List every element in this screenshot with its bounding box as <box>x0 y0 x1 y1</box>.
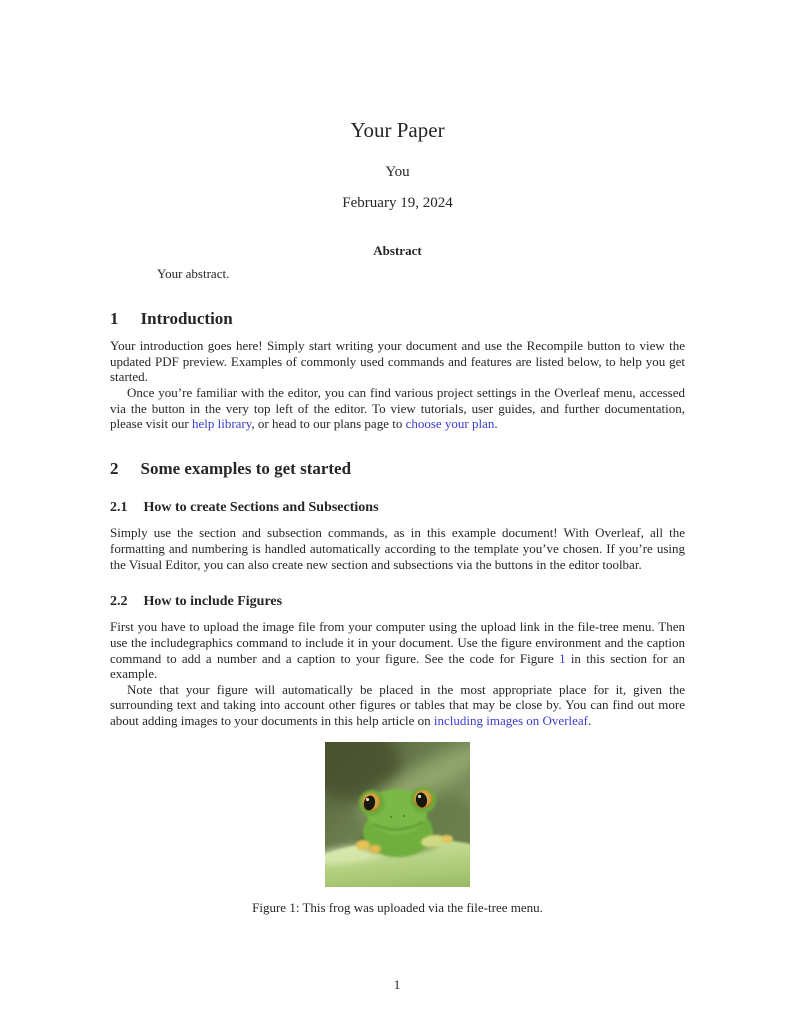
section-1-number: 1 <box>110 308 119 328</box>
frog-photo <box>325 742 470 887</box>
choose-your-plan-link[interactable]: choose your plan <box>405 416 495 432</box>
section-1-heading <box>110 309 685 329</box>
text-run: First you have to upload the image file from your computer using the upload link in the file-tree menu. Then use the includegraphics command to include it in your document. Use the figure environment and the caption command to add a number and a caption to your figure. See the code for Figure <box>110 619 685 666</box>
text-run: , or head to our plans page to <box>251 416 406 432</box>
figure-1-ref-link[interactable]: 1 <box>559 650 566 666</box>
section-2-1-number: 2.1 <box>110 500 128 516</box>
paper-title: Your Paper <box>350 118 445 142</box>
paper-author: You <box>385 164 410 181</box>
section-2-2-number: 2.2 <box>110 594 128 610</box>
figure-1 <box>110 742 685 916</box>
text-run: Once you’re familiar with the editor, you can find various project settings in the Overleaf menu, accessed via the button in the very top left of the editor. To view tutorials, user guides, and further documentation, please visit our <box>110 385 685 432</box>
including-images-link[interactable]: including images on Overleaf <box>433 712 589 728</box>
paper-date: February 19, 2024 <box>342 195 453 212</box>
section-2-title: Some examples to get started <box>140 458 352 478</box>
abstract-heading: Abstract <box>373 243 422 259</box>
sections-paragraph: Simply use the section and subsection commands, as in this example document! With Overleaf, all the formatting and numbering is handled automatically according to the template you’ve chosen. If you’re using the Visual Editor, you can also create new section and subsections via the buttons in the editor toolbar. <box>110 525 685 572</box>
text-run: Note that your figure will automatically be placed in the most appropriate place for it, given the surrounding text and taking into account other figures or tables that may be close by. You can find out more about adding images to your documents in this help article on <box>110 681 685 728</box>
section-2-1-heading <box>110 500 685 516</box>
section-2-number: 2 <box>110 458 119 478</box>
figures-paragraph-2 <box>110 682 685 729</box>
intro-paragraph-2 <box>110 385 685 432</box>
section-2-2-heading <box>110 594 685 610</box>
section-2-1-title: How to create Sections and Subsections <box>143 500 379 516</box>
figure-1-caption: Figure 1: This frog was uploaded via the file-tree menu. <box>252 900 543 916</box>
intro-paragraph-1: Your introduction goes here! Simply start writing your document and use the Recompile button to view the updated PDF preview. Examples of commonly used commands and features are listed below, to help you get started. <box>110 338 685 385</box>
help-library-link[interactable]: help library <box>191 416 252 432</box>
section-1-title: Introduction <box>140 308 233 328</box>
text-run: . <box>494 416 498 432</box>
page-content <box>110 0 685 916</box>
text-run: in this section for an example. <box>110 650 685 682</box>
figures-paragraph-1 <box>110 619 685 681</box>
page-number: 1 <box>393 977 401 992</box>
section-2-heading <box>110 459 685 479</box>
text-run: . <box>588 712 592 728</box>
abstract-text: Your abstract. <box>157 266 230 282</box>
section-2-2-title: How to include Figures <box>143 594 283 610</box>
